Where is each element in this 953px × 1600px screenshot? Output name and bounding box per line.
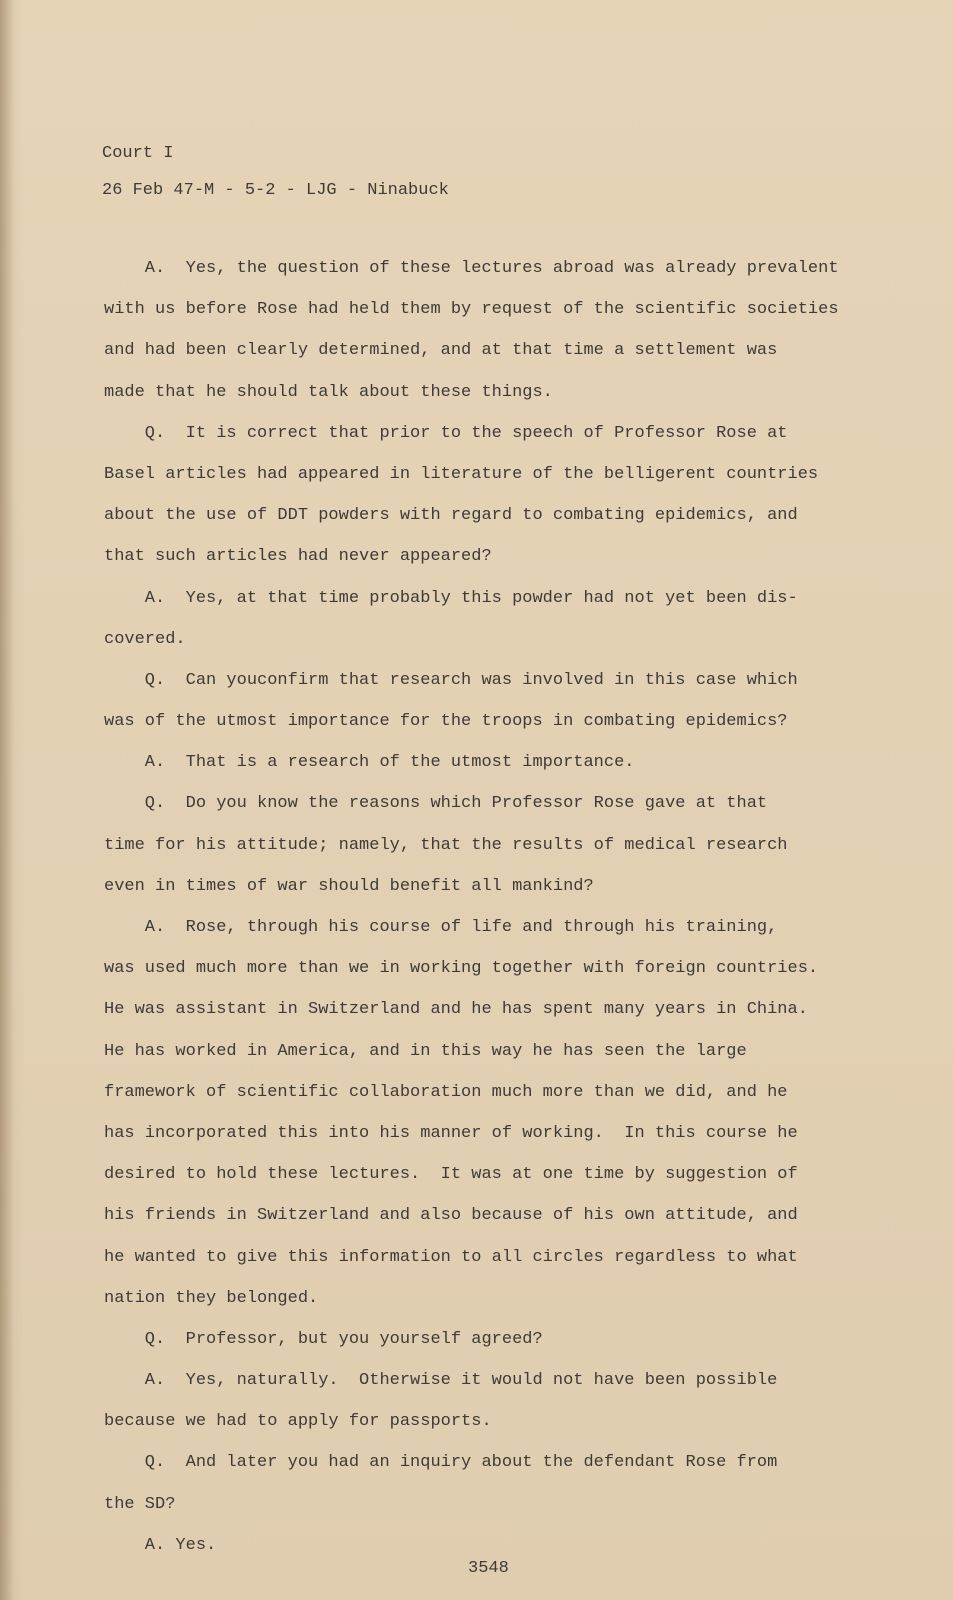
- transcript-line: A. Yes, naturally. Otherwise it would not have been possible: [104, 1371, 778, 1391]
- transcript-line: Q. Professor, but you yourself agreed?: [104, 1329, 543, 1349]
- transcript-line: A. That is a research of the utmost importance.: [104, 753, 635, 773]
- transcript-line: A. Yes, at that time probably this powder had not yet been dis-: [104, 588, 798, 608]
- paper-edge-shadow: [0, 0, 14, 1600]
- transcript-line: desired to hold these lectures. It was at one time by suggestion of: [104, 1165, 798, 1185]
- transcript-line: time for his attitude; namely, that the results of medical research: [104, 835, 788, 855]
- transcript-body: [104, 258, 844, 1576]
- court-label: Court I: [102, 144, 174, 163]
- page-number: 3548: [468, 1559, 509, 1578]
- document-id: 26 Feb 47-M - 5-2 - LJG - Ninabuck: [102, 181, 449, 200]
- transcript-line: Q. It is correct that prior to the speech of Professor Rose at: [104, 423, 788, 443]
- transcript-line: A. Yes, the question of these lectures abroad was already prevalent: [104, 259, 839, 278]
- transcript-line: framework of scientific collaboration much more than we did, and he: [104, 1082, 788, 1102]
- transcript-line: Q. Do you know the reasons which Professor Rose gave at that: [104, 794, 768, 814]
- transcript-line: nation they belonged.: [104, 1288, 319, 1308]
- transcript-line: his friends in Switzerland and also because of his own attitude, and: [104, 1206, 798, 1226]
- transcript-line: and had been clearly determined, and at that time a settlement was: [104, 341, 778, 361]
- transcript-line: about the use of DDT powders with regard to combating epidemics, and: [104, 506, 798, 526]
- transcript-line: A. Rose, through his course of life and through his training,: [104, 918, 778, 937]
- transcript-line: Q. And later you had an inquiry about the defendant Rose from: [104, 1453, 778, 1473]
- transcript-line: covered.: [104, 629, 186, 649]
- transcript-line: He was assistant in Switzerland and he has spent many years in China.: [104, 1000, 808, 1020]
- transcript-line: even in times of war should benefit all mankind?: [104, 876, 594, 896]
- transcript-line: Basel articles had appeared in literature of the belligerent countries: [104, 464, 819, 484]
- transcript-line: A. Yes.: [104, 1535, 217, 1555]
- transcript-line: with us before Rose had held them by request of the scientific societies: [104, 300, 839, 320]
- transcript-line: because we had to apply for passports.: [104, 1412, 492, 1432]
- transcript-line: has incorporated this into his manner of working. In this course he: [104, 1123, 798, 1143]
- transcript-line: made that he should talk about these things.: [104, 382, 553, 402]
- transcript-line: He has worked in America, and in this way he has seen the large: [104, 1041, 747, 1061]
- transcript-line: Q. Can youconfirm that research was involved in this case which: [104, 670, 798, 690]
- transcript-line: was used much more than we in working together with foreign countries.: [104, 959, 819, 979]
- transcript-line: he wanted to give this information to all circles regardless to what: [104, 1247, 798, 1267]
- transcript-line: the SD?: [104, 1494, 176, 1514]
- transcript-line: was of the utmost importance for the troops in combating epidemics?: [104, 712, 788, 732]
- transcript-line: that such articles had never appeared?: [104, 547, 492, 567]
